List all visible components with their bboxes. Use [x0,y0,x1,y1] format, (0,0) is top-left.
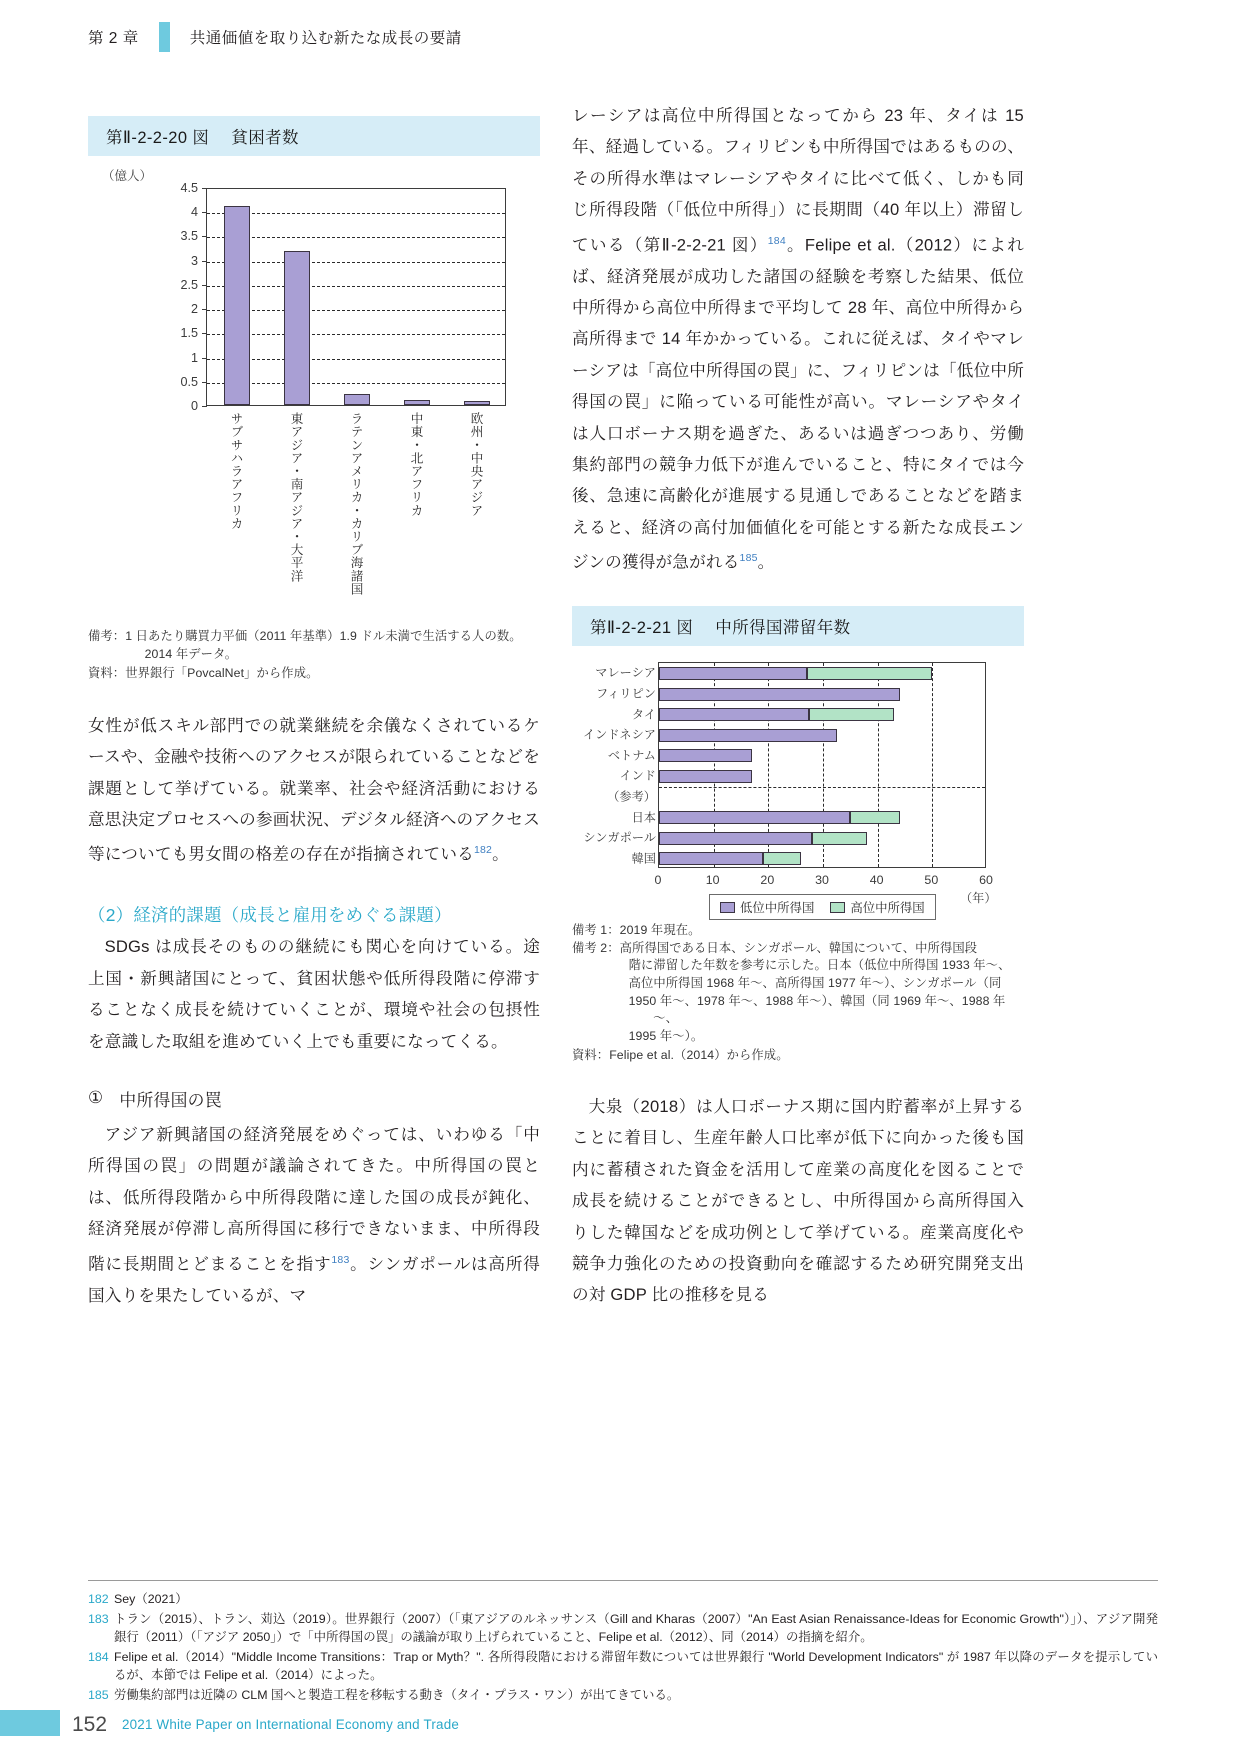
footer-accent-tab [0,1710,60,1736]
footnote-text: Sey（2021） [114,1592,188,1606]
footnote-number[interactable]: 183 [88,1611,109,1626]
bar [284,251,310,405]
figure2-title: 中所得国滞留年数 [715,619,851,638]
y-tick [202,285,207,286]
category-label: タイ [631,707,656,722]
footnote-ref-183[interactable]: 183 [331,1253,350,1266]
x-tick-label: 50 [924,873,939,888]
y-tick-label: 3.5 [180,229,198,244]
reference-separator [659,787,985,788]
category-label: インド [619,768,656,783]
y-tick-label: 0 [190,399,198,413]
section-heading-economic-issues: （2）経済的課題（成長と雇用をめぐる課題） [88,905,452,926]
x-tick-label: 20 [760,873,775,888]
figure1-x-axis-labels [206,408,506,598]
legend-label-low: 低位中所得国 [740,901,815,916]
bar-segment-low-income [659,667,807,680]
y-tick [202,406,207,407]
x-axis-unit: （年） [960,891,997,906]
footnote-ref-185[interactable]: 185 [739,552,758,565]
x-tick-label: サブサハラアフリカ [228,412,243,530]
gridline [207,383,505,384]
footnote-ref-182[interactable]: 182 [473,844,493,857]
x-tick-label: 東アジア・南アジア・大平洋 [288,412,303,583]
footnotes-section [88,1580,1158,1706]
bar-segment-low-income [659,749,752,762]
category-label: ベトナム [607,748,656,763]
paragraph-gender-gap: 女性が低スキル部門での就業継続を余儀なくされているケースや、金融や技術へのアクセスが限られていることなどを課題として挙げている。就業率、社会や経済活動における意思決定プロセスへの参画状況、デジタル経済へのアクセス等についても男女間の格差の存在が指摘されている$^{182}$。 [88,715,540,864]
footnote-entry [88,1590,1158,1609]
y-tick-label: 2 [190,302,198,317]
figure2-note2-line4: 1950 年～、1978 年～、1988 年～）、韓国（同 1969 年～、1988 年～、 [628,993,1006,1026]
y-tick-label: 1.5 [180,326,198,341]
gridline [207,213,505,214]
right-column [572,100,1024,1311]
bar-segment-low-income [659,729,837,742]
x-tick-label: 40 [869,873,884,888]
footnote-entry [88,1610,1158,1647]
y-tick-label: 4 [190,205,198,220]
figure1-title: 貧困者数 [231,129,299,147]
subsection-heading-middle-income-trap [88,1087,540,1111]
footnote-number[interactable]: 185 [88,1687,109,1702]
bar-segment-high-income [807,667,933,680]
bar [464,401,490,405]
figure1-header [88,116,540,156]
legend-swatch-high [830,902,845,913]
category-label: 日本 [631,810,656,825]
chapter-label: 第 2 章 [88,30,139,47]
gridline [207,286,505,287]
figure2-note2-line3: 高位中所得国 1968 年～、高所得国 1977 年～）、シンガポール（同 [628,975,1002,990]
bar-segment-low-income [659,688,900,701]
footnote-text: トラン（2015）、トラン、苅込（2019）。世界銀行（2007）（「東アジアのルネッサンス（Gill and Kharas（2007）"An East Asian Renaissance-Ideas for Economic Growth"）」）、アジア開発銀行（2011）（「アジア 2050」）で「中所得国の罠」の議論が取り上げられていること、Felipe et al.（2012）、同（2014）の指摘を紹介。 [114,1611,1158,1645]
figure2-note2-line5: 1995 年～）。 [628,1028,704,1043]
y-tick [202,236,207,237]
figure-poverty-population [88,116,540,683]
bar-segment-high-income [809,708,894,721]
header-divider [159,22,170,52]
y-tick-label: 3 [190,253,198,268]
figure2-number: 第Ⅱ-2-2-21 図 [590,619,694,638]
category-label: シンガポール [583,830,656,845]
bar-segment-low-income [659,770,752,783]
y-tick-label: 0.5 [180,374,198,389]
paragraph-trap-definition: アジア新興諸国の経済発展をめぐっては、いわゆる「中所得国の罠」の問題が議論されてきた。中所得国の罠とは、低所得段階から中所得段階に達した国の成長が鈍化、経済発展が停滞し高所得国に移行できないまま、中所得段階に長期間とどまることを指す$^{183}$。シンガポールは高所得国入りを果たしているが、マ [88,1124,540,1305]
gridline [207,310,505,311]
x-tick-label: 欧州・中央アジア [468,412,483,517]
figure2-chart [572,650,1024,920]
paragraph-trap-definition-text: アジア新興諸国の経済発展をめぐっては、いわゆる「中所得国の罠」の問題が議論されてきた。中所得国の罠とは、低所得段階から中所得段階に達した国の成長が鈍化、経済発展が停滞し高所得国に移行できないまま、中所得段階に長期間とどまることを指す [88,1124,540,1274]
figure-middle-income-years [572,606,1024,1065]
figure1-y-axis [154,188,202,406]
y-tick [202,212,207,213]
gridline [207,237,505,238]
figure2-plot-area [658,662,986,868]
category-label: 韓国 [631,851,656,866]
bar-segment-low-income [659,811,850,824]
x-tick-label: 中東・北アフリカ [408,412,423,517]
x-tick-label: 30 [815,873,829,888]
bar-segment-low-income [659,852,763,865]
page-number: 152 [72,1713,108,1736]
figure1-chart [88,162,540,632]
bar-segment-high-income [850,811,899,824]
bar-segment-low-income [659,708,809,721]
running-head [88,22,462,52]
bar-segment-high-income [812,832,867,845]
bar [224,206,250,405]
x-tick-label: ラテンアメリカ・カリブ海諸国 [348,412,363,596]
figure1-note-line2: 2014 年データ。 [144,646,238,661]
figure2-source: 資料：Felipe et al.（2014）から作成。 [572,1048,789,1063]
footnote-number[interactable]: 184 [88,1649,109,1664]
legend-swatch-low [720,902,735,913]
figure1-note-line1: 備考：1 日あたり購買力平価（2011 年基準）1.9 ドル未満で生活する人の数。 [88,629,522,643]
y-tick [202,358,207,359]
gridline [207,359,505,360]
paragraph-sdgs: SDGs は成長そのものの継続にも関心を向けている。途上国・新興諸国にとって、貧困状態や低所得段階に停滞することなく成長を続けていくことが、環境や社会の包摂性を意識した取組を進めていく上でも重要になってくる。 [88,937,540,1051]
figure1-notes [88,628,540,683]
legend-item-low [720,898,814,916]
gridline [207,334,505,335]
figure2-legend [709,894,936,920]
bar-segment-high-income [763,852,801,865]
category-label: マレーシア [595,665,656,680]
category-label: フィリピン [596,686,656,701]
footnote-ref-184[interactable]: 184 [767,234,786,247]
chapter-title: 共通価値を取り込む新たな成長の要請 [189,30,462,47]
paragraph-malaysia-thailand: レーシアは高位中所得国となってから 23 年、タイは 15 年、経過している。フィリピンも中所得国ではあるものの、その所得水準はマレーシアやタイに比べて低く、しかも同じ所得段階（「低位中所得」）に長期間（40 年以上）滞留している（第Ⅱ-2-2-21 図）$^{184}$。Felipe et al.（2012）によれば、経済発展が成功した諸国の経験を考察した結果、低位中所得から高位中所得まで平均して 28 年、高位中所得から高所得まで 14 年かかっている。これに従えば、タイやマレーシアは「高位中所得国の罠」に、フィリピンは「低位中所得国の罠」に陥っている可能性が高い。マレーシアやタイは人口ボーナス期を過ぎた、あるいは過ぎつつあり、労働集約部門の競争力低下が進んでいること、特にタイでは今後、急速に高齢化が進展する見通しであることなどを踏まえると、経済の高付加価値化を可能とする新たな成長エンジンの獲得が急がれる$^{185}$。 [572,106,1024,572]
paragraph-ooizumi: 大泉（2018）は人口ボーナス期に国内貯蓄率が上昇することに着目し、生産年齢人口比率が低下に向かった後も国内に蓄積された資金を活用して産業の高度化を図ることで成長を続けることができるとし、中所得国から高所得国入りした韓国などを成功例として挙げている。産業高度化や競争力強化のための投資動向を確認するため研究開発支出の対 GDP 比の推移を見る [572,1096,1024,1305]
x-tick-label: 60 [979,873,993,888]
y-tick [202,309,207,310]
y-tick-label: 1 [190,350,198,365]
paragraph-gender-gap-text: 女性が低スキル部門での就業継続を余儀なくされているケースや、金融や技術へのアクセスが限られていることなどを課題として挙げている。就業率、社会や経済活動における意思決定プロセスへの参画状況、デジタル経済へのアクセス等についても男女間の格差の存在が指摘されている [88,715,540,864]
bar [404,400,430,405]
reference-group-label: （参考） [607,789,656,804]
left-column [88,116,540,1311]
footnote-text: Felipe et al.（2014）"Middle Income Transitions：Trap or Myth？". 各所得段階における滞留年数については世界銀行 "World Development Indicators" が 1987 年以降のデータを提示しているが、本節では Felipe et al.（2014）によった。 [114,1649,1158,1683]
footnote-entry [88,1648,1158,1685]
y-tick [202,333,207,334]
publication-title: 2021 White Paper on International Economy and Trade [122,1717,459,1732]
footnote-number[interactable]: 182 [88,1592,109,1606]
y-tick [202,382,207,383]
legend-item-high [830,898,924,916]
subsection-title: 中所得国の罠 [119,1090,222,1110]
y-tick [202,188,207,189]
figure2-notes [572,922,1024,1065]
figure2-note2-line2: 階に滞留した年数を参考に示した。日本（低位中所得国 1933 年～、 [628,958,1011,973]
legend-label-high: 高位中所得国 [850,901,925,916]
category-label: インドネシア [582,727,656,742]
figure2-note2: 備考 2：高所得国である日本、シンガポール、韓国について、中所得国段 [572,940,978,955]
x-tick-label: 0 [654,873,662,888]
y-tick-label: 4.5 [180,181,198,195]
subsection-number: ① [88,1087,104,1107]
footnote-text: 労働集約部門は近隣の CLM 国へと製造工程を移転する動き（タイ・プラス・ワン）が出てきている。 [114,1687,680,1702]
paragraph-malaysia-thailand-text: レーシアは高位中所得国となってから 23 年、タイは 15 年、経過している。フィリピンも中所得国ではあるものの、その所得水準はマレーシアやタイに比べて低く、しかも同じ所得段階（「低位中所得」）に長期間（40 年以上）滞留している（第Ⅱ-2-2-21 図） [572,106,1024,255]
figure1-number: 第Ⅱ-2-2-20 図 [106,129,210,147]
gridline [207,262,505,263]
bar [344,394,370,405]
y-tick-label: 2.5 [180,277,198,292]
figure2-note1: 備考 1：2019 年現在。 [572,923,701,938]
figure2-header [572,606,1024,646]
gridline [932,663,933,867]
bar-segment-low-income [659,832,812,845]
figure1-y-unit: （億人） [102,169,153,183]
page-footer [0,1690,1241,1754]
figure1-source: 資料：世界銀行「PovcalNet」から作成。 [88,666,319,681]
y-tick [202,261,207,262]
figure1-plot-area [206,188,506,406]
x-tick-label: 10 [705,873,720,888]
